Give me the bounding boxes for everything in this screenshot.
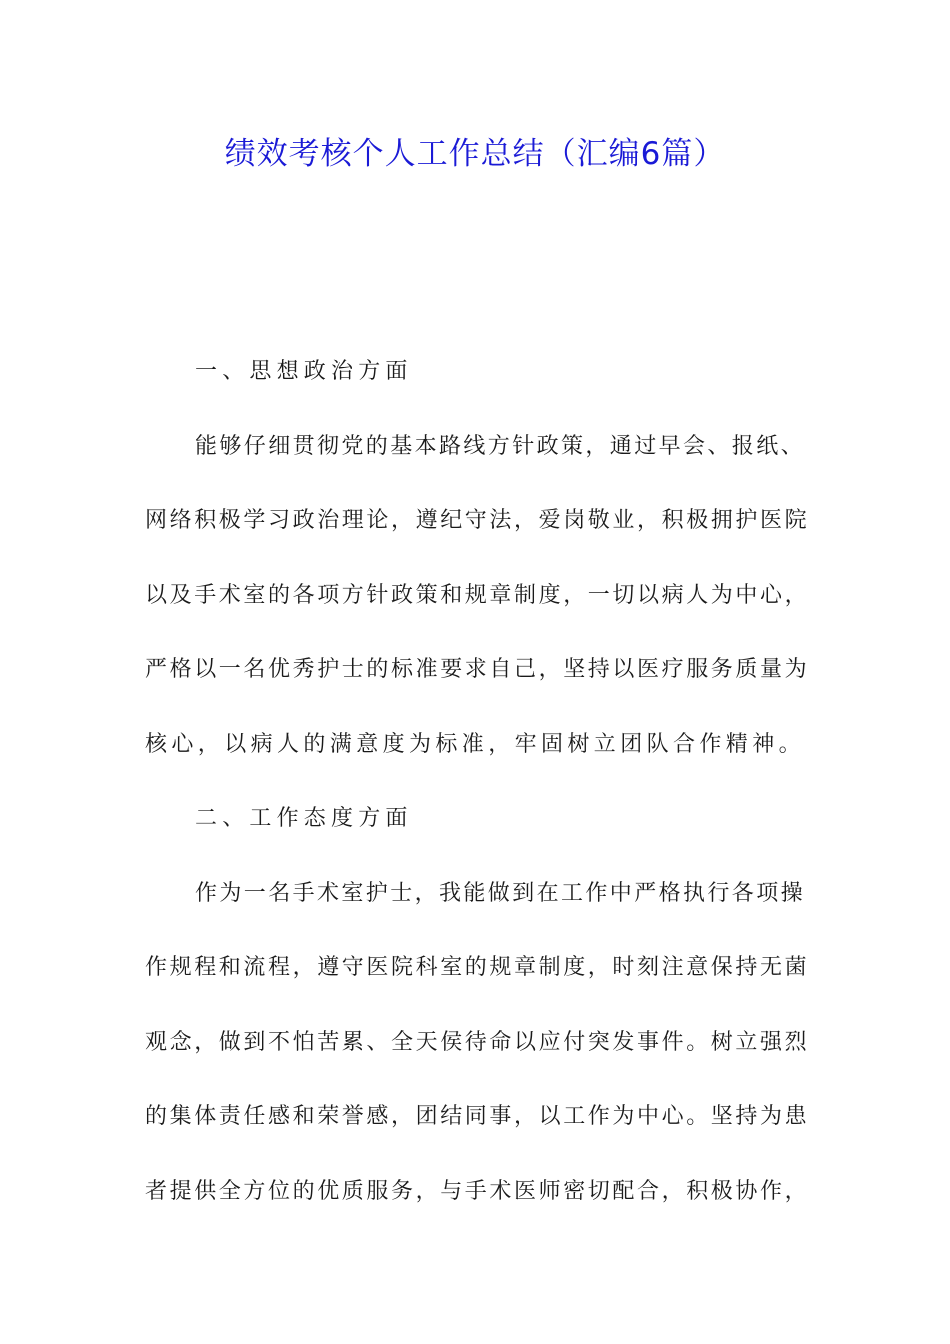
document-line: 以及手术室的各项方针政策和规章制度，一切以病人为中心，: [145, 582, 810, 608]
document-line: 作规程和流程，遵守医院科室的规章制度，时刻注意保持无菌: [145, 955, 810, 980]
document-body: [145, 335, 809, 1229]
document-title: 绩效考核个人工作总结（汇编6篇）: [224, 136, 726, 172]
document-line: 能够仔细贯彻党的基本路线方针政策，通过早会、报纸、: [195, 433, 806, 459]
document-line: 严格以一名优秀护士的标准要求自己，坚持以医疗服务质量为: [145, 657, 810, 682]
document-line: 二、工作态度方面: [195, 806, 413, 831]
document-line: 观念，做到不怕苦累、全天侯待命以应付突发事件。树立强烈: [145, 1029, 810, 1055]
document-line: 核心，以病人的满意度为标准，牢固树立团队合作精神。: [145, 731, 806, 757]
document-line: 者提供全方位的优质服务，与手术医师密切配合，积极协作，: [145, 1178, 810, 1204]
document-line: 作为一名手术室护士，我能做到在工作中严格执行各项操: [195, 880, 806, 906]
document-line: 一、思想政治方面: [195, 359, 413, 384]
document-line: 网络积极学习政治理论，遵纪守法，爱岗敬业，积极拥护医院: [145, 508, 810, 533]
document-line: 的集体责任感和荣誉感，团结同事，以工作为中心。坚持为患: [145, 1104, 810, 1129]
